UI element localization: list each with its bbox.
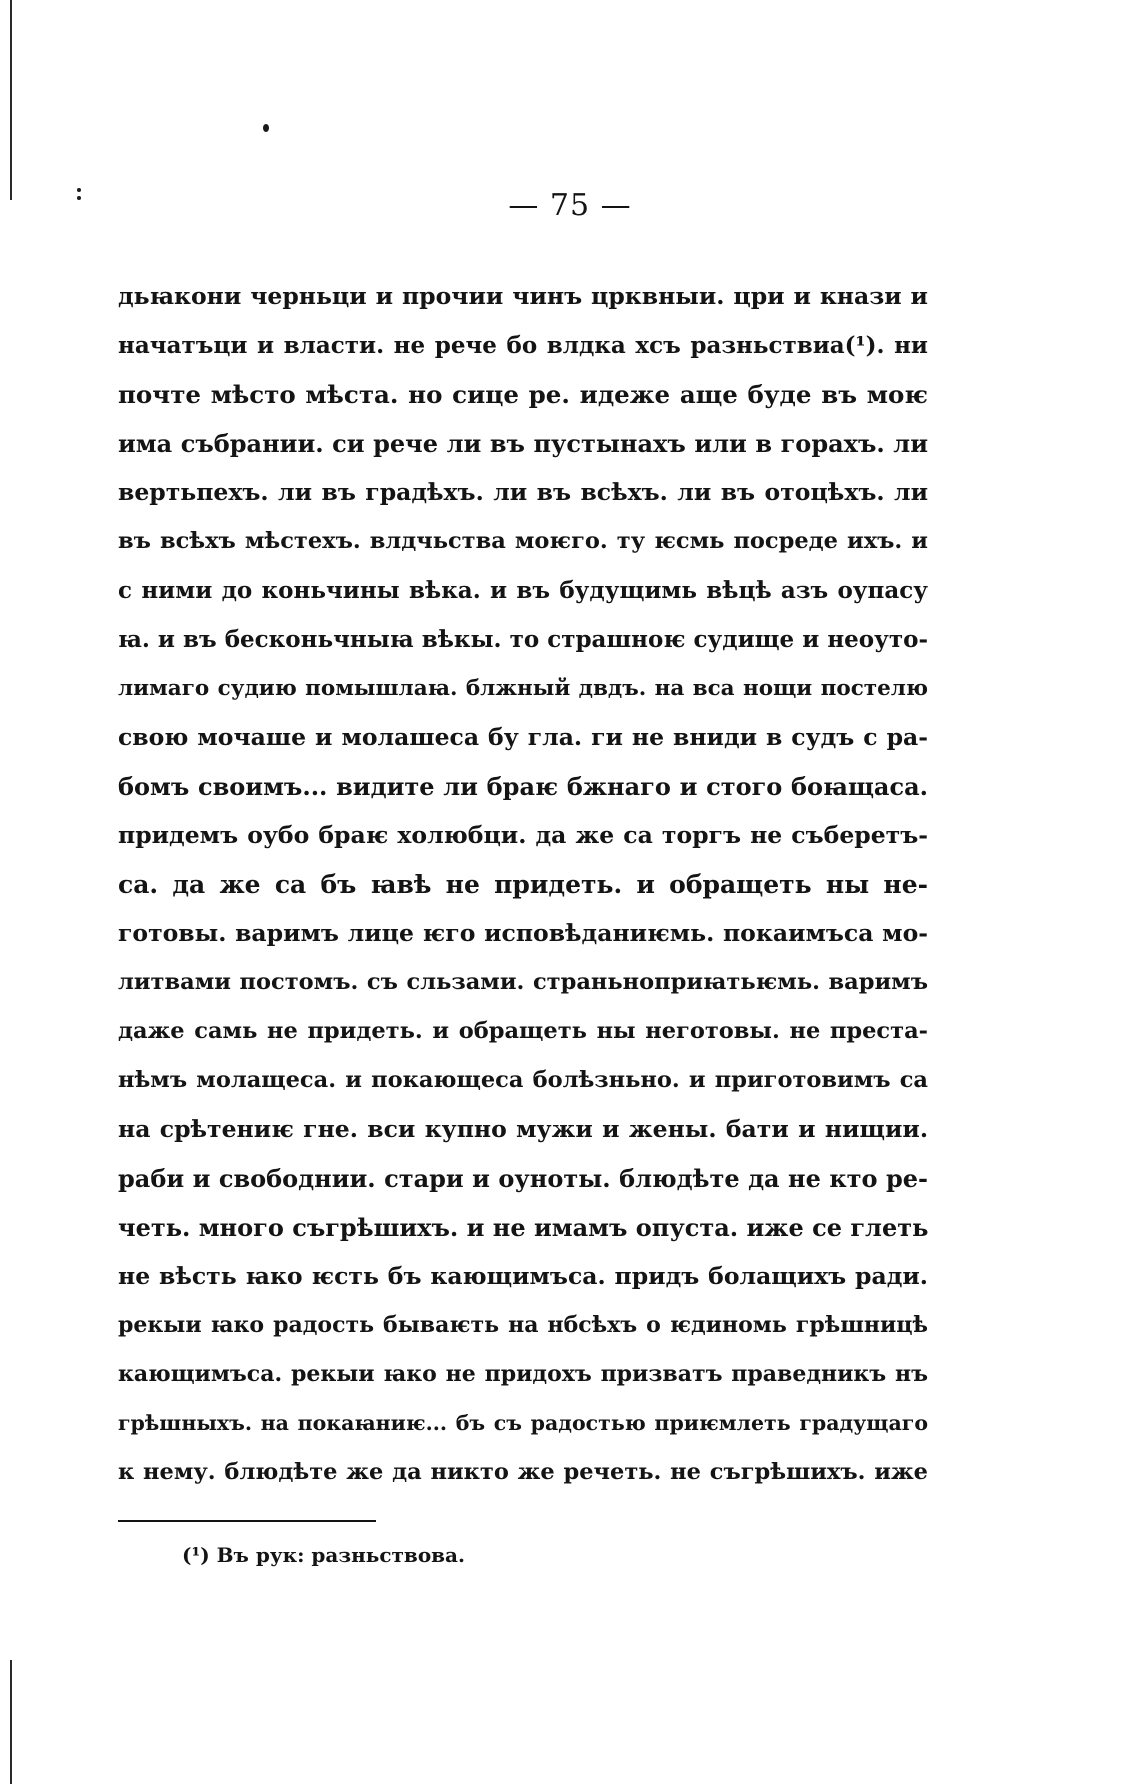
text-line: на срѣтениѥ гне. вси купно мужи и жены. бати и нищии. xyxy=(118,1115,928,1143)
text-line: не вѣсть ꙗко ѥсть бъ кающимъса. придъ болащихъ ради. xyxy=(118,1262,928,1290)
text-line: дьꙗкони черньци и прочии чинъ црквныи. цри и кнази и xyxy=(118,282,928,310)
page-number: — 75 — xyxy=(508,188,632,223)
footnote-divider xyxy=(118,1520,376,1522)
text-line: свою мочаше и молашеса бу гла. ги не вниди в судъ с ра- xyxy=(118,723,928,751)
text-line: нѣмъ молащеса. и покающеса болѣзньно. и приготовимъ са xyxy=(118,1067,928,1093)
text-line: даже самь не придеть. и обращеть ны неготовы. не преста- xyxy=(118,1018,928,1044)
text-line: почте мѣсто мѣста. но сице ре. идеже аще буде въ моѥ xyxy=(118,380,928,409)
text-line: има събрании. си рече ли въ пустынахъ или в горахъ. ли xyxy=(118,429,928,458)
text-line: ꙗ. и въ бесконьчныꙗ вѣкы. то страшноѥ судище и неоуто- xyxy=(118,626,928,653)
scan-speck xyxy=(263,124,269,132)
text-line: к нему. блюдѣте же да никто же речеть. не съгрѣшихъ. иже xyxy=(118,1459,928,1485)
text-line: придемъ оубо браѥ холюбци. да же са торгъ не съберетъ- xyxy=(118,821,928,849)
text-line: са. да же са бъ ꙗвѣ не придеть. и обращеть ны не- xyxy=(118,870,928,899)
text-line: кающимъса. рекыи ꙗко не придохъ призватъ праведникъ нъ xyxy=(118,1361,928,1387)
footnote: (¹) Въ рук: разньствова. xyxy=(182,1543,465,1567)
scan-edge-top xyxy=(10,0,12,200)
text-line: лимаго судию помышлаꙗ. блжный двдъ. на вса нощи постелю xyxy=(118,676,928,701)
scan-edge-bottom xyxy=(10,1660,12,1784)
text-line: грѣшныхъ. на покаꙗниѥ... бъ съ радостью приѥмлеть градущаго xyxy=(118,1411,928,1435)
text-line: литвами постомъ. съ сльзами. страньноприꙗтьѥмь. варимъ xyxy=(118,969,928,995)
text-line: вертьпехъ. ли въ градѣхъ. ли въ всѣхъ. ли въ отоцѣхъ. ли xyxy=(118,478,928,506)
text-line: четь. много съгрѣшихъ. и не имамъ опуста. иже се глеть xyxy=(118,1213,929,1242)
text-line: рекыи ꙗко радость бываѥть на нбсѣхъ о ѥдиномь грѣшницѣ xyxy=(118,1312,928,1338)
text-line: раби и свободнии. стари и оуноты. блюдѣте да не кто ре- xyxy=(118,1164,928,1193)
text-line: с ними до коньчины вѣка. и въ будущимь вѣцѣ азъ оупасу xyxy=(118,577,928,604)
text-line: бомъ своимъ... видите ли браѥ бжнаго и стого боꙗщаса. xyxy=(118,772,928,801)
text-line: готовы. варимъ лице ѥго исповѣданиѥмь. покаимъса мо- xyxy=(118,919,928,947)
text-line: въ всѣхъ мѣстехъ. влдчьства моѥго. ту ѥсмь посреде ихъ. и xyxy=(118,528,928,554)
text-line: начатъци и власти. не рече бо влдка хсъ разньствиа(¹). ни xyxy=(118,332,928,359)
body-text xyxy=(118,272,928,1497)
